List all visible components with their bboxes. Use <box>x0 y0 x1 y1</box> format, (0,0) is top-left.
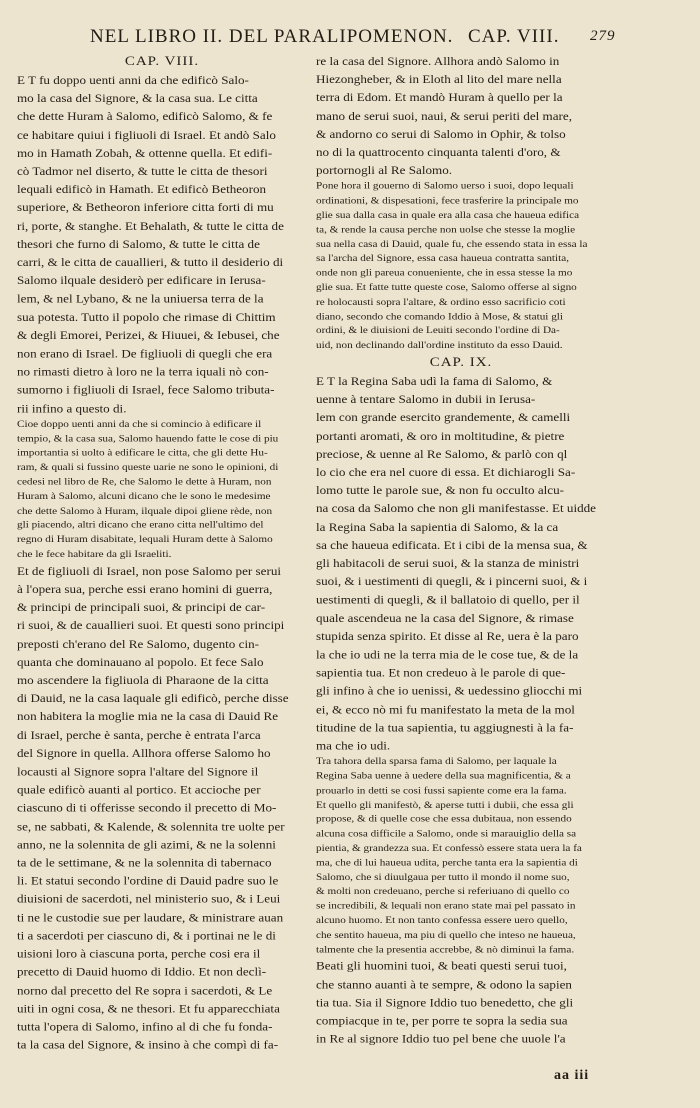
running-chapter: CAP. VIII. <box>468 26 560 47</box>
commentary-line: alcuno huomo. Et non tanto confessa essere uero quello, <box>316 915 568 926</box>
commentary-line: Cioe doppo uenti anni da che si comincio à edificare il <box>17 419 262 430</box>
text-line: uenne à tentare Salomo in dubii in Ierusa- <box>316 392 536 406</box>
text-line: mo la casa del Signore, & la casa sua. Le citta <box>17 91 258 105</box>
text-line: lo cio che era nel cuore di essa. Et dichiarogli Sa- <box>316 465 576 479</box>
right-column <box>316 52 606 1048</box>
text-line: gli infino à che io uenissi, & uedessino gliocchi mi <box>316 684 583 698</box>
commentary-line: prouarlo in detti se cosi fussi sapiente come era la fama. <box>316 785 567 796</box>
commentary-line: talmente che la presentia accrebbe, & nò diminuì la fama. <box>316 944 575 955</box>
text-line: norno dal precetto del Re sopra i sacerdoti, & Le <box>17 983 273 997</box>
text-line: uisioni loro à ciascuna porta, perche cosi era il <box>17 947 261 961</box>
text-line: ri, porte, & stanghe. Et Behalath, & tutte le citta de <box>17 219 284 233</box>
text-line: precetto di Dauid huomo di Iddio. Et non declì- <box>17 965 267 979</box>
text-line: na cosa da Salomo che non gli manifestasse. Et uidde <box>316 502 596 516</box>
commentary-line: Tra tahora della sparsa fama di Salomo, per laquale la <box>316 756 557 767</box>
commentary-line: alcuna cosa difficile a Salomo, onde si marauiglio della sa <box>316 828 577 840</box>
text-line: preciose, & uenne al Re Salomo, & parlò con ql <box>316 447 568 461</box>
text-line: no rimasti dietro à loro ne la terra iquali nò con- <box>17 365 269 379</box>
commentary-line: ordini, & le diuisioni de Leuiti secondo l'ordine di Da- <box>316 325 560 337</box>
text-line: lem, & nel Lybano, & ne la uniuersa terra de la <box>17 292 264 306</box>
text-line: del Signore in quella. Allhora offerse Salomo ho <box>17 746 271 760</box>
text-line: non erano di Israel. De figliuoli di quegli che era <box>17 347 273 360</box>
commentary-line: uid, non declinando dall'ordine instituto da esso Dauid. <box>316 340 563 351</box>
commentary-line: ram, & quali si fussino queste uarie ne sono le opinioni, di <box>17 462 279 473</box>
text-line: di Israel, perche è santa, perche è entrata l'arca <box>17 728 261 742</box>
commentary-line: Et quello gli manifestò, & aperse tutti i dubii, che essa gli <box>316 799 574 811</box>
commentary-line: diano, secondo che comando Iddio à Mose, & statui gli <box>316 311 564 322</box>
text-line: E T fu doppo uenti anni da che edificò Salo- <box>17 73 249 87</box>
text-line: li. Et statui secondo l'ordine di Dauid padre suo le <box>17 874 279 888</box>
running-title: NEL LIBRO II. DEL PARALIPOMENON. <box>90 26 454 47</box>
text-line: terra di Edom. Et mandò Huram à quello per la <box>316 91 563 104</box>
commentary-line: Huram à Salomo, alcuni dicano che le sono le medesime <box>17 491 271 502</box>
text-line: non habitera la moglie mia ne la casa di Dauid Re <box>17 710 279 724</box>
text-line: superiore, & Betheoron inferiore citta forti di mu <box>17 201 274 215</box>
text-line: preposti ch'erano del Re Salomo, dugento cin- <box>17 637 259 651</box>
commentary-line: tempio, & la casa sua, Salomo hauendo fatte le cose di piu <box>17 433 279 444</box>
text-line: la che io udi ne la terra mia de le cose tue, & de la <box>316 648 579 661</box>
commentary-line: che sentito haueua, ma piu di quello che inteso ne haueua, <box>316 929 576 941</box>
text-line: stupida senza spirito. Et disse al Re, uera è la paro <box>316 629 579 643</box>
commentary-line: glie sua. Et fatte tutte queste cose, Salomo offerse al signo <box>316 282 577 293</box>
text-line: Salomo ilquale desiderò per edificare in Ierusa- <box>17 274 266 287</box>
text-line: diuisioni de sacerdoti, nel ministerio suo, & i Leui <box>17 892 281 906</box>
text-line: ce habitare quiui i figliuoli di Israel. Et andò Salo <box>17 128 276 142</box>
text-line: lequali edificò in Hamath. Et edificò Betheoron <box>17 182 267 196</box>
commentary-line: pientia, & grandezza sua. Et confessò essere stata uera la fa <box>316 843 582 854</box>
text-line: no di la quattrocento cinquanta talenti d'oro, & <box>316 145 561 159</box>
commentary-line: ordinationi, & dispesationi, fece trasferire la principale mo <box>316 195 579 207</box>
text-line: re la casa del Signore. Allhora andò Salomo in <box>316 54 560 68</box>
text-line: Hiezongheber, & in Eloth al lito del mare nella <box>316 72 562 86</box>
commentary-line: se incredibili, & lequali non erano state mai pel passato in <box>316 901 576 912</box>
text-line: uestimenti di quegli, & il ballatoio di quello, per il <box>316 593 580 607</box>
text-line: ti ne le custodie sue per laudare, & ministrare auan <box>17 910 284 924</box>
text-line: thesori che furno di Salomo, & tutte le citta de <box>17 237 260 251</box>
text-line: uiti in ogni cosa, & ne thesori. Et fu apparecchiata <box>17 1002 280 1015</box>
text-line: à l'opera sua, perche essi erano homini di guerra, <box>17 582 273 596</box>
text-line: Et de figliuoli di Israel, non pose Salomo per serui <box>17 564 282 578</box>
text-line: ti a sacerdoti per ciascuno di, & i portinai ne le di <box>17 929 276 943</box>
commentary-line: Regina Saba uenne à uedere della sua magnificentia, & a <box>316 771 571 782</box>
text-line: mo ascendere la figliuola di Pharaone de la citta <box>17 673 269 687</box>
commentary-line: regno di Huram disabitate, lequali Huram dette à Salomo <box>17 534 273 545</box>
text-line: locausti al Signore sopra l'altare del Signore il <box>17 764 259 778</box>
text-line: quanta che dominauano al popolo. Et fece Salo <box>17 655 264 669</box>
text-line: ciascuno di ti offerisse secondo il precetto di Mo- <box>17 801 277 815</box>
text-line: sapientia tua. Et non credeuo à le parole di que- <box>316 666 566 680</box>
commentary-line: che le fece habitare da gli Israeliti. <box>17 549 172 560</box>
text-line: lem con grande esercito grandemente, & camelli <box>316 410 571 424</box>
text-line: & degli Emorei, Perizei, & Hiuuei, & Iebusei, che <box>17 328 280 342</box>
text-line: che stanno auanti à te sempre, & odono la sapien <box>316 977 572 991</box>
text-line: quale edificò auanti al portico. Et accioche per <box>17 783 261 797</box>
text-line: che dette Huram à Salomo, edificò Salomo, & fe <box>17 109 273 123</box>
text-line: gli habitacoli de serui suoi, & la stanza de ministri <box>316 556 580 570</box>
text-line: compiacque in te, per porre te sopra la sedia sua <box>316 1014 568 1028</box>
text-line: ta de le settimane, & ne la solennita di tabernaco <box>17 856 272 870</box>
chapter-heading: CAP. IX. <box>429 355 493 370</box>
text-line: ei, & ecco nò mi fu manifestato la meta de la mol <box>316 702 575 716</box>
text-line: portanti aromati, & oro in moltitudine, & pietre <box>316 429 565 443</box>
commentary-line: sa l'archa del Signore, essa casa haueua contratta santita, <box>316 253 570 264</box>
commentary-line: gli piacendo, altri dicano che erano citta nell'ultimo del <box>17 520 264 531</box>
commentary-line: cedesi nel libro de Re, che Salomo le dette à Huram, non <box>17 476 272 488</box>
commentary-line: Salomo, che si diuulgaua per tutto il mondo il nome suo, <box>316 872 570 883</box>
text-line: mo in Hamath Zobah, & ottenne quella. Et edifi- <box>17 146 273 160</box>
text-line: portornogli al Re Salomo. <box>316 163 453 177</box>
commentary-line: glie sua dalla casa in quale era alla casa che haueua edifica <box>316 210 580 221</box>
text-line: ri suoi, & de cauallieri suoi. Et questi sono principi <box>17 619 285 633</box>
text-line: lomo tutte le parole sue, & non fu occulto alcu- <box>316 483 564 497</box>
commentary-line: importantia si uolto à edificare le citta, che gli dette Hu- <box>17 447 268 459</box>
commentary-line: sua nella casa di Dauid, quale fu, che essendo stata in essa la <box>316 239 588 250</box>
text-line: anno, ne la solennita de gli azimi, & ne la solenni <box>17 837 276 851</box>
text-line: in Re al signore Iddio tuo pel bene che uuole l'a <box>316 1032 566 1046</box>
text-line: E T la Regina Saba udì la fama di Salomo, & <box>316 374 553 388</box>
signature-mark: aa iii <box>554 1068 590 1083</box>
text-line: cò Tadmor nel diserto, & tutte le citta de thesori <box>17 164 268 178</box>
text-line: & principi de principali suoi, & principi de car- <box>17 600 266 614</box>
text-line: tutta l'opera di Salomo, infino al di che fu fonda- <box>17 1020 273 1034</box>
commentary-line: che dette Salomo à Huram, ilquale dipoi gliene rède, non <box>17 505 273 517</box>
text-line: & andorno co serui di Salomo in Ophir, & tolso <box>316 127 566 141</box>
text-line: rii infino a questo di. <box>17 401 127 415</box>
text-line: sa che haueua edificata. Et i cibi de la mensa sua, & <box>316 538 588 552</box>
text-line: titudine de la tua sapientia, tu aggiugnesti à la fa- <box>316 720 574 734</box>
folio-number: 279 <box>590 28 616 44</box>
text-line: suoi, & i uestimenti di quegli, & i pincerni suoi, & i <box>316 575 588 588</box>
text-line: carri, & le citta de cauallieri, & tutto il desiderio di <box>17 255 284 269</box>
text-line: tia tua. Sia il Signore Iddio tuo benedetto, che gli <box>316 996 574 1010</box>
text-line: quale ascendeua ne la casa del Signore, & rimase <box>316 611 574 625</box>
text-line: sua potesta. Tutto il popolo che rimase di Chittim <box>17 310 276 324</box>
text-line: se, ne sabbati, & Kalende, & solennita tre uolte per <box>17 819 285 833</box>
text-line: ta la casa del Signore, & insino à che compì di fa- <box>17 1038 279 1052</box>
text-line: ma che io udi. <box>316 739 391 753</box>
commentary-line: re holocausti sopra l'altare, & ordino esso sacrificio coti <box>316 296 566 308</box>
commentary-line: Pone hora il gouerno di Salomo uerso i suoi, dopo lequali <box>316 181 574 192</box>
left-column <box>17 52 307 1054</box>
commentary-line: ma, che di lui haueua udita, perche tanta era la sapientia di <box>316 857 578 868</box>
text-line: di Dauid, ne la casa laquale gli edificò, perche disse <box>17 692 289 705</box>
commentary-line: ta, & rende la causa perche non uolse che stesse la moglie <box>316 224 576 236</box>
commentary-line: & molti non credeuano, perche si referiuano di quello co <box>316 886 570 897</box>
text-line: sumorno i figliuoli di Israel, fece Salomo tributa- <box>17 383 275 397</box>
text-line: Beati gli huomini tuoi, & beati questi serui tuoi, <box>316 959 567 973</box>
text-line: la Regina Saba la sapientia di Salomo, & la ca <box>316 520 559 534</box>
chapter-heading: CAP. VIII. <box>124 54 200 69</box>
commentary-line: onde non gli pareua conueniente, che in essa stesse la mo <box>316 268 573 279</box>
commentary-line: propose, & di quelle cose che essa dubitaua, non essendo <box>316 814 572 825</box>
text-line: mano de serui suoi, naui, & serui periti del mare, <box>316 109 572 123</box>
